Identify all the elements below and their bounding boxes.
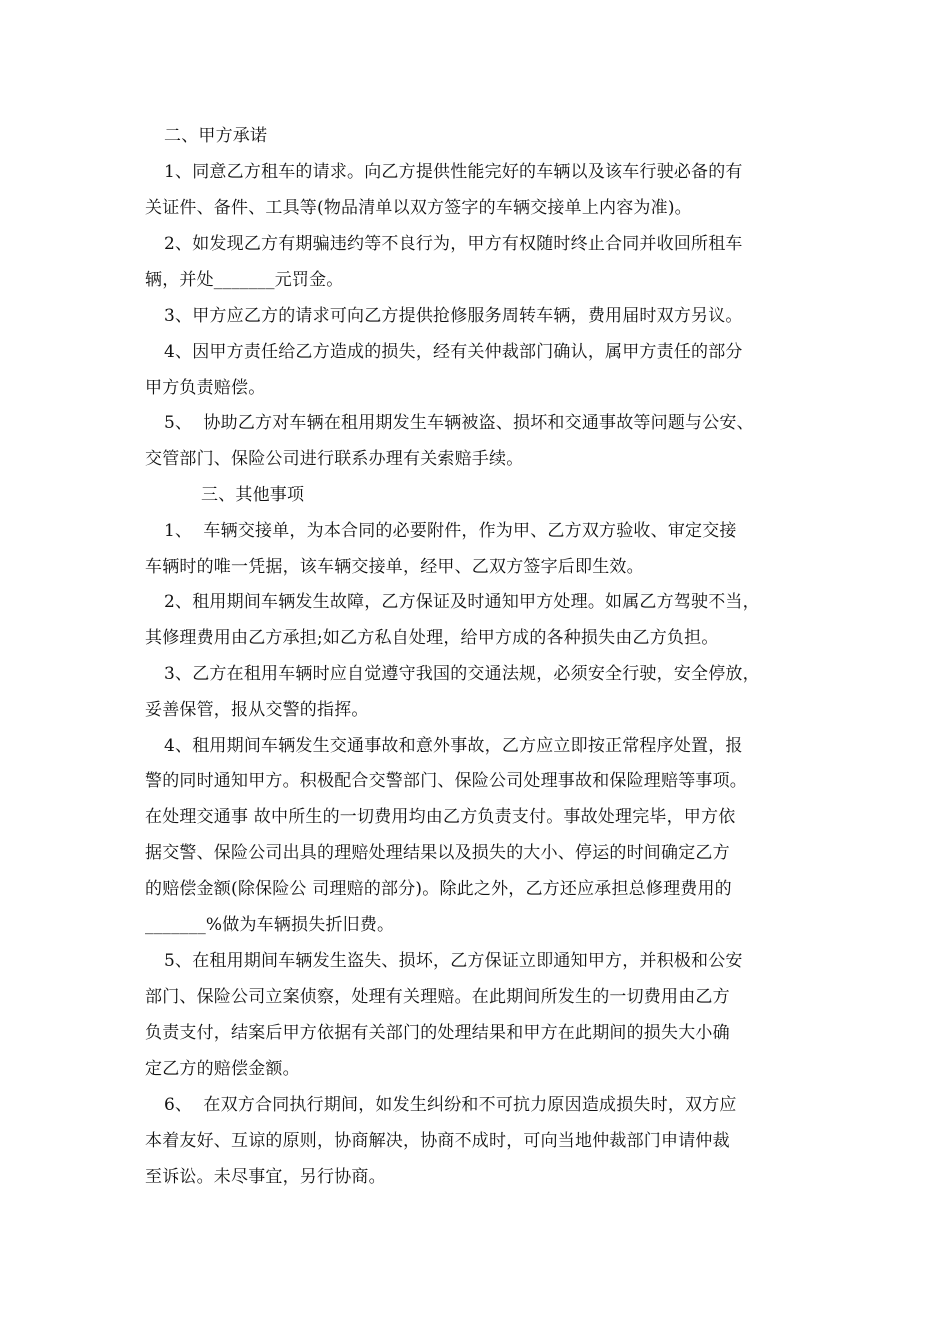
paragraph-line: 1、 车辆交接单，为本合同的必要附件，作为甲、乙方双方验收、审定交接 [164, 521, 737, 541]
paragraph-line: 辆，并处_______元罚金。 [145, 270, 344, 290]
paragraph-line: 部门、保险公司立案侦察，处理有关理赔。在此期间所发生的一切费用由乙方 [145, 987, 730, 1007]
paragraph-line: 在处理交通事 故中所生的一切费用均由乙方负责支付。事故处理完毕，甲方依 [145, 807, 736, 827]
paragraph-line: 4、租用期间车辆发生交通事故和意外事故，乙方应立即按正常程序处置，报 [164, 736, 743, 756]
section-heading-other-matters: 三、其他事项 [201, 485, 305, 505]
paragraph-line: 据交警、保险公司出具的理赔处理结果以及损失的大小、停运的时间确定乙方 [145, 843, 730, 863]
paragraph-line: 2、如发现乙方有期骗违约等不良行为，甲方有权随时终止合同并收回所租车 [164, 234, 743, 254]
paragraph-line: 妥善保管，报从交警的指挥。 [145, 700, 369, 720]
paragraph-line: 3、甲方应乙方的请求可向乙方提供抢修服务周转车辆，费用届时双方另议。 [164, 306, 743, 326]
paragraph-line: 1、同意乙方租车的请求。向乙方提供性能完好的车辆以及该车行驶必备的有 [164, 162, 743, 182]
paragraph-line: 交管部门、保险公司进行联系办理有关索赔手续。 [145, 449, 524, 469]
paragraph-line: 至诉讼。未尽事宜，另行协商。 [145, 1167, 386, 1187]
paragraph-line: 4、因甲方责任给乙方造成的损失，经有关仲裁部门确认，属甲方责任的部分 [164, 342, 743, 362]
paragraph-line: 关证件、备件、工具等(物品清单以双方签字的车辆交接单上内容为准)。 [145, 198, 692, 218]
paragraph-line: 负责支付，结案后甲方依据有关部门的处理结果和甲方在此期间的损失大小确 [145, 1023, 730, 1043]
paragraph-line: 本着友好、互谅的原则，协商解决，协商不成时，可向当地仲裁部门申请仲裁 [145, 1131, 730, 1151]
section-heading-party-a-commitments: 二、甲方承诺 [164, 126, 268, 146]
paragraph-line: 6、 在双方合同执行期间，如发生纠纷和不可抗力原因造成损失时，双方应 [164, 1095, 737, 1115]
paragraph-line: 甲方负责赔偿。 [145, 378, 266, 398]
paragraph-line: 定乙方的赔偿金额。 [145, 1059, 300, 1079]
paragraph-line: 其修理费用由乙方承担;如乙方私自处理，给甲方成的各种损失由乙方负担。 [145, 628, 719, 648]
paragraph-line: 的赔偿金额(除保险公 司理赔的部分)。除此之外，乙方还应承担总修理费用的 [145, 879, 732, 899]
paragraph-line: 警的同时通知甲方。积极配合交警部门、保险公司处理事故和保险理赔等事项。 [145, 771, 747, 791]
paragraph-line: 3、乙方在租用车辆时应自觉遵守我国的交通法规，必须安全行驶，安全停放， [164, 664, 760, 684]
paragraph-line: 5、 协助乙方对车辆在租用期发生车辆被盗、损坏和交通事故等问题与公安、 [164, 413, 754, 433]
paragraph-line: 5、在租用期间车辆发生盗失、损坏，乙方保证立即通知甲方，并积极和公安 [164, 951, 743, 971]
paragraph-line: 车辆时的唯一凭据，该车辆交接单，经甲、乙双方签字后即生效。 [145, 557, 644, 577]
paragraph-line: _______%做为车辆损失折旧费。 [145, 915, 395, 935]
paragraph-line: 2、租用期间车辆发生故障，乙方保证及时通知甲方处理。如属乙方驾驶不当， [164, 592, 760, 612]
